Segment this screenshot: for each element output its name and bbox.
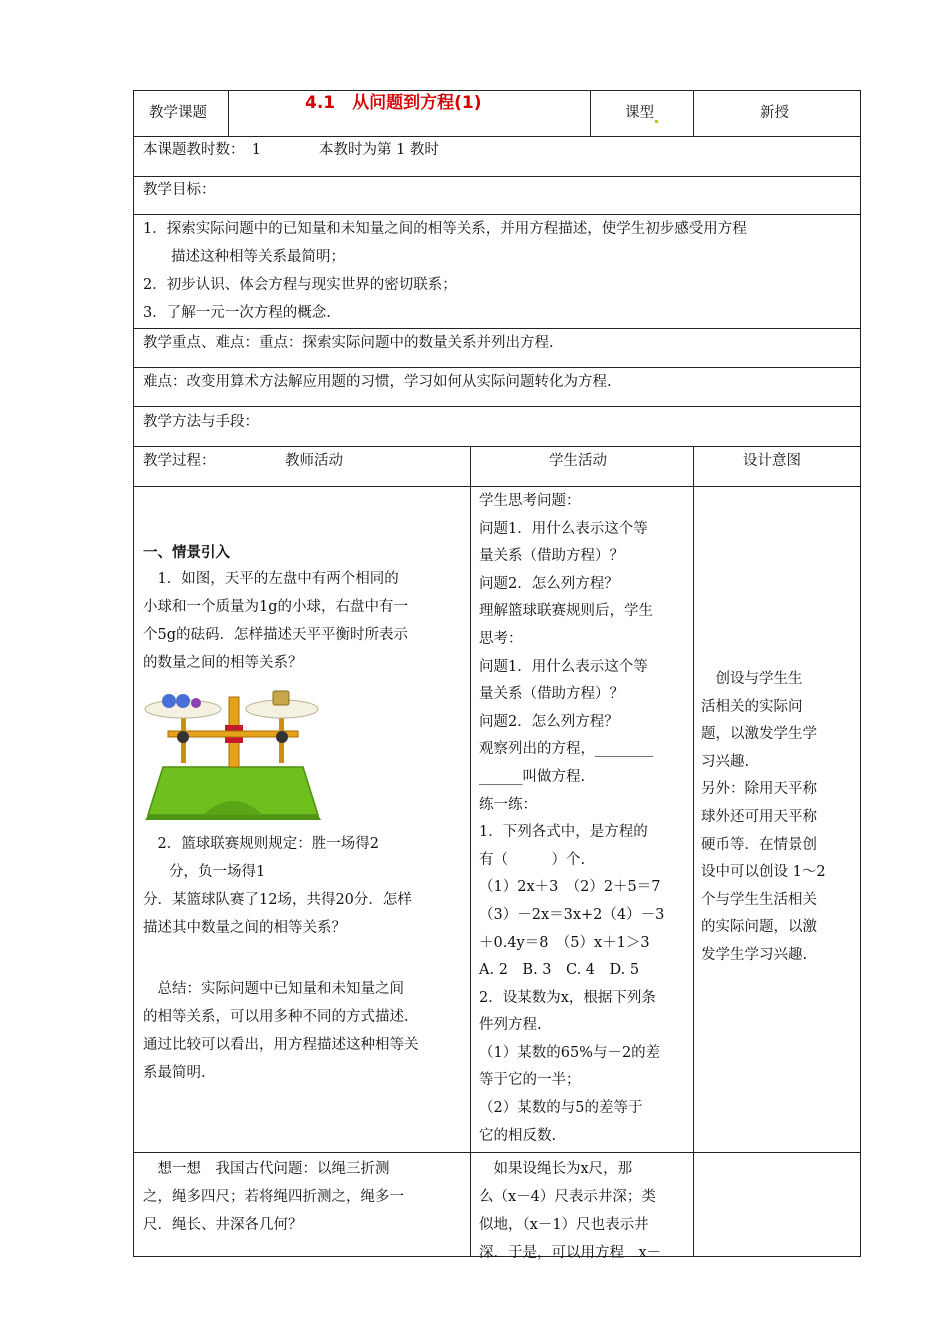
col-divider	[693, 446, 694, 1257]
student-line: （2）某数的与5的差等于	[479, 1100, 643, 1117]
student-line: 它的相反数.	[479, 1127, 557, 1144]
design-line: 个与学生生活相关	[701, 891, 817, 908]
summary-line: 总结：实际问题中已知量和未知量之间	[143, 981, 404, 997]
problem-1-line: 个5g的砝码．怎样描述天平平衡时所表示	[143, 627, 409, 643]
design-line: 创设与学生生	[701, 671, 803, 687]
key-points: 教学重点、难点：重点：探索实际问题中的数量关系并列出方程.	[143, 335, 554, 351]
teacher-activity-header: 教师活动	[285, 453, 343, 469]
student-line: （1）某数的65%与－2的差	[479, 1044, 661, 1061]
objectives-label: 教学目标：	[143, 182, 216, 198]
student-line: 练一练：	[479, 796, 537, 813]
design-line: 题，以激发学生学	[701, 726, 817, 743]
student-line: 等于它的一半；	[479, 1072, 581, 1089]
row-divider	[133, 406, 861, 407]
table-border-left	[133, 90, 134, 1257]
answer-line: 似地，（x－1）尺也表示井	[479, 1217, 649, 1233]
design-line: 另外：除用天平称	[701, 781, 817, 798]
scale-knob	[276, 731, 288, 743]
design-line: 设中可以创设 1～2	[701, 864, 826, 881]
table-border-top	[133, 90, 861, 91]
answer-line: 么（x－4）尺表示井深；类	[479, 1189, 656, 1205]
teaching-hours: 本课题教时数： 1 本教时为第 1 教时	[143, 142, 439, 158]
student-line: 件列方程.	[479, 1017, 542, 1034]
problem-1-line: 1．如图，天平的左盘中有两个相同的	[143, 571, 399, 587]
student-line: 思考：	[479, 630, 523, 647]
student-activity	[479, 488, 691, 1150]
objective-item-2: 2．初步认识、体会方程与现实世界的密切联系；	[143, 277, 457, 293]
design-intent	[701, 666, 857, 970]
ball-small	[191, 698, 201, 708]
problem-2-line: 分．某篮球队赛了12场，共得20分．怎样	[143, 892, 412, 908]
think-line: 之，绳多四尺；若将绳四折测之，绳多一	[143, 1189, 404, 1205]
summary-line: 的相等关系，可以用多种不同的方式描述.	[143, 1009, 409, 1025]
ball-left-2	[176, 694, 190, 708]
student-line: ______叫做方程.	[479, 768, 586, 785]
ball-left-1	[162, 694, 176, 708]
student-line: 观察列出的方程，________	[479, 741, 653, 758]
summary-line: 通过比较可以看出，用方程描述这种相等关	[143, 1037, 419, 1053]
summary	[143, 975, 468, 1087]
row-divider	[133, 486, 861, 487]
row-divider	[133, 136, 861, 137]
problem-2	[143, 830, 468, 942]
student-line: 学生思考问题：	[479, 493, 581, 509]
student-line: 2．设某数为x，根据下列条	[479, 989, 656, 1006]
answer-line: 深．于是，可以用方程 x－	[479, 1245, 662, 1261]
topic-title: 4.1 从问题到方程(1)	[305, 93, 482, 113]
difficulty: 难点：改变用算术方法解应用题的习惯，学习如何从实际问题转化为方程.	[143, 374, 612, 390]
think-problem	[143, 1155, 468, 1239]
problem-1-line: 的数量之间的相等关系？	[143, 655, 303, 671]
student-line: 1．下列各式中，是方程的	[479, 824, 648, 841]
student-line: 问题2．怎么列方程？	[479, 575, 619, 592]
row-divider	[133, 446, 861, 447]
col-divider	[590, 90, 591, 136]
weight-5g	[273, 691, 289, 705]
student-line: 量关系（借助方程）？	[479, 548, 624, 565]
process-label: 教学过程：	[143, 453, 216, 469]
lesson-type-value: 新授	[760, 105, 789, 121]
design-line: 习兴趣.	[701, 753, 750, 770]
student-line: 问题1．用什么表示这个等	[479, 520, 648, 537]
student-answer	[479, 1155, 691, 1267]
row-divider	[133, 367, 861, 368]
design-line: 球外还可用天平称	[701, 808, 817, 825]
section-title: 一、情景引入	[143, 544, 230, 561]
table-border-right	[860, 90, 861, 1257]
objectives-list	[143, 215, 855, 327]
student-activity-header: 学生活动	[549, 453, 607, 469]
col-divider	[693, 90, 694, 136]
design-line: 发学生学习兴趣.	[701, 946, 808, 963]
problem-2-line: 描述其中数量之间的相等关系？	[143, 920, 346, 936]
student-line: 理解篮球联赛规则后，学生	[479, 603, 653, 620]
row-divider	[133, 176, 861, 177]
design-intent-header: 设计意图	[743, 453, 801, 469]
student-line: 问题1．用什么表示这个等	[479, 658, 648, 675]
row-divider	[133, 1152, 861, 1153]
row-divider	[133, 328, 861, 329]
lesson-type-label: 课型	[625, 103, 658, 123]
student-line: 量关系（借助方程）？	[479, 686, 624, 703]
methods-label: 教学方法与手段：	[143, 414, 259, 430]
objective-item-1: 1．探索实际问题中的已知量和未知量之间的相等关系，并用方程描述，使学生初步感受用方程	[143, 221, 747, 237]
col-divider	[470, 446, 471, 1257]
topic-label: 教学课题	[149, 105, 207, 121]
think-line: 尺．绳长、井深各几何？	[143, 1217, 303, 1233]
answer-line: 如果设绳长为x尺，那	[479, 1161, 633, 1177]
design-line: 活相关的实际问	[701, 698, 803, 715]
marker-dot	[655, 120, 658, 123]
student-line: （1）2x＋3 （2）2＋5＝7	[479, 879, 661, 896]
objective-item-3: 3．了解一元一次方程的概念.	[143, 305, 331, 321]
col-divider	[228, 90, 229, 136]
design-line: 硬币等．在情景创	[701, 836, 817, 853]
student-line: 有（ ）个.	[479, 851, 586, 868]
student-line: A. 2 B. 3 C. 4 D. 5	[479, 962, 640, 979]
problem-1-line: 小球和一个质量为1g的小球，右盘中有一	[143, 599, 409, 615]
design-line: 的实际问题，以激	[701, 919, 817, 936]
balance-scale-image	[143, 687, 333, 822]
student-line: 问题2．怎么列方程？	[479, 713, 619, 730]
problem-1	[143, 565, 468, 677]
scale-base-bottom	[145, 815, 321, 820]
objective-item-1-cont: 描述这种相等关系最简明；	[171, 249, 345, 265]
problem-2-line: 分，负一场得1	[169, 864, 266, 880]
student-line: ＋0.4y＝8 （5）x＋1＞3	[479, 934, 650, 951]
problem-2-line: 2．篮球联赛规则规定：胜一场得2	[143, 836, 379, 852]
scale-knob	[177, 731, 189, 743]
summary-line: 系最简明.	[143, 1065, 206, 1081]
think-line: 想一想 我国古代问题：以绳三折测	[143, 1161, 390, 1177]
student-line: （3）－2x＝3x+2（4）－3	[479, 906, 665, 923]
lesson-plan-table	[133, 90, 861, 1261]
